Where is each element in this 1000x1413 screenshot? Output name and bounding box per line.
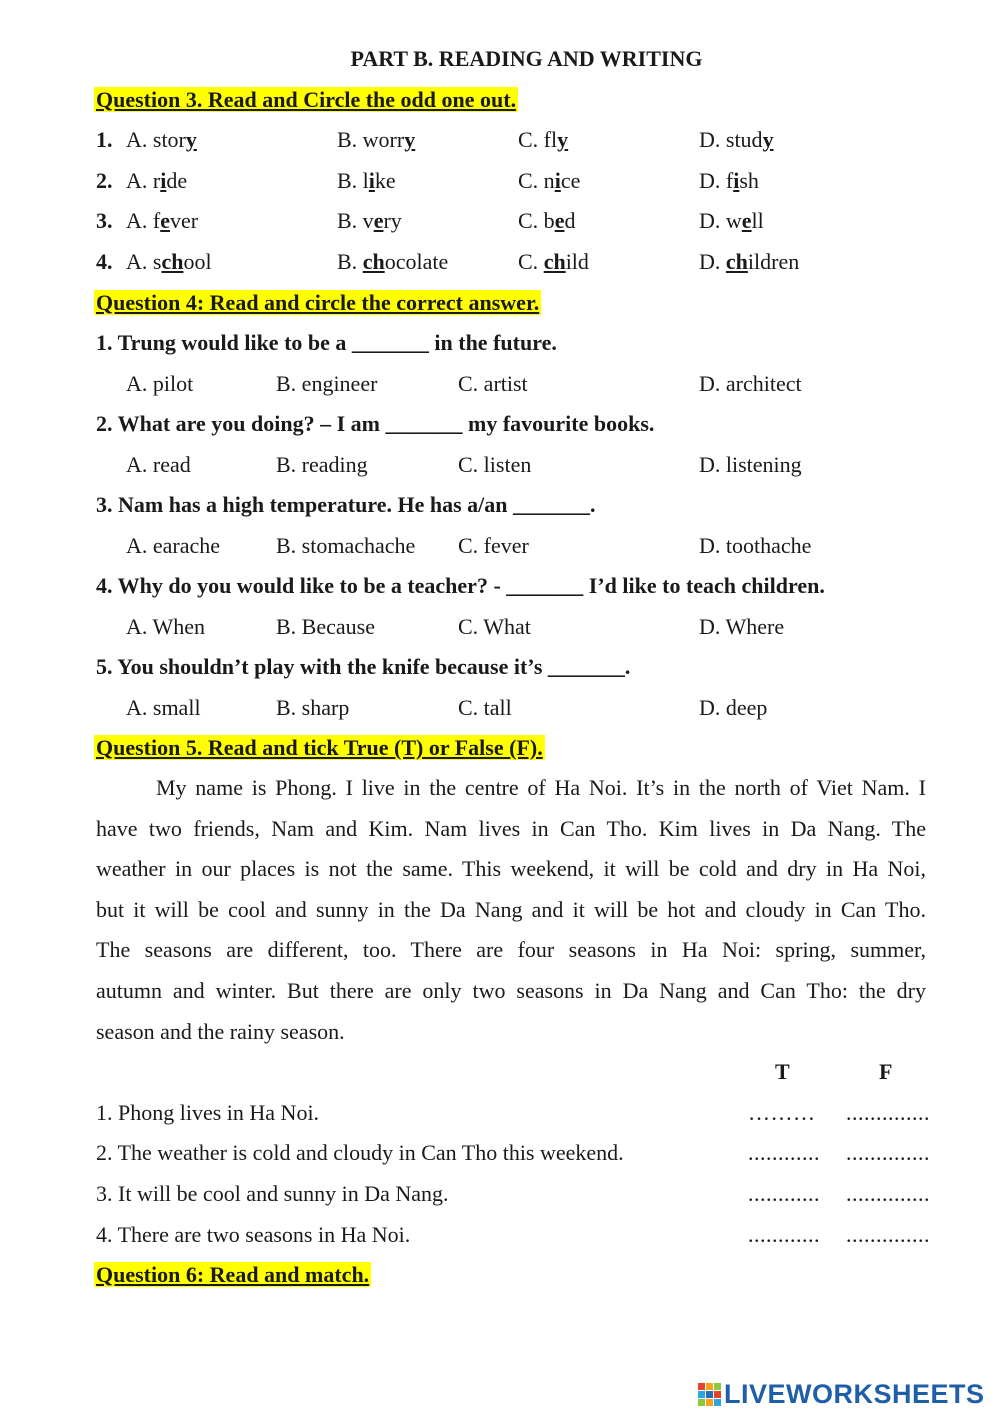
passage-line: The seasons are different, too. There are four seasons in Ha Noi: spring, summer,	[96, 937, 926, 963]
logo-text: LIVEWORKSHEETS	[724, 1378, 985, 1409]
option-text: C. n	[518, 168, 555, 193]
item-number: 3.	[96, 208, 113, 233]
answer-option[interactable]: A. earache	[126, 533, 221, 558]
answer-option[interactable]	[518, 127, 568, 153]
answer-options-row	[0, 614, 1000, 644]
option-text: A. stor	[126, 127, 186, 152]
true-answer-blank[interactable]: ………	[748, 1100, 816, 1125]
underlined-letters: ch	[362, 249, 385, 274]
passage-line: weather in our places is not the same. This weekend, it will be cold and dry in Ha Noi,	[96, 856, 926, 882]
logo-tile	[698, 1399, 705, 1406]
option-text: d	[564, 208, 576, 233]
option-text: D. f	[699, 168, 734, 193]
true-answer-blank[interactable]: ............	[748, 1222, 820, 1247]
logo-tile	[714, 1383, 721, 1390]
liveworksheets-logo	[698, 1376, 985, 1412]
passage-line: but it will be cool and sunny in the Da Nang and it will be hot and cloudy in Can Tho.	[96, 896, 926, 922]
answer-option[interactable]: C. fever	[458, 533, 529, 558]
answer-option[interactable]: C. listen	[458, 452, 532, 477]
underlined-letters: e	[160, 208, 170, 233]
answer-option[interactable]: B. stomachache	[276, 533, 416, 558]
answer-option[interactable]: C. tall	[458, 695, 512, 720]
answer-options-row	[0, 452, 1000, 482]
answer-option[interactable]: D. deep	[699, 695, 768, 720]
logo-tile	[714, 1391, 721, 1398]
logo-tile	[698, 1383, 705, 1390]
answer-option[interactable]	[518, 249, 589, 275]
page-title: PART B. READING AND WRITING	[350, 46, 703, 71]
statement-row	[0, 1100, 1000, 1130]
answer-option[interactable]	[337, 249, 448, 275]
passage-line: season and the rainy season.	[96, 1018, 345, 1044]
underlined-letters: e	[554, 208, 565, 233]
false-answer-blank[interactable]: ..............	[846, 1222, 930, 1247]
option-text: ke	[374, 168, 396, 193]
statement-row	[0, 1181, 1000, 1211]
answer-option[interactable]	[699, 127, 774, 153]
underlined-letters: e	[741, 208, 752, 233]
false-answer-blank[interactable]: ..............	[846, 1181, 930, 1206]
answer-option[interactable]	[126, 168, 187, 194]
underlined-letters: y	[185, 127, 197, 152]
answer-option[interactable]: C. What	[458, 614, 531, 639]
answer-option[interactable]	[518, 168, 580, 194]
question-4-heading-text: Question 4: Read and circle the correct answer.	[96, 290, 540, 315]
question-text	[0, 573, 1000, 603]
option-text: B. worr	[337, 127, 405, 152]
statement-text: 1. Phong lives in Ha Noi.	[96, 1100, 320, 1125]
question-text	[0, 492, 1000, 522]
answer-option[interactable]	[126, 208, 198, 234]
passage-line: autumn and winter. But there are only two seasons in Da Nang and Can Tho: the dry	[96, 978, 926, 1003]
option-text: ool	[183, 249, 212, 274]
underlined-letters: y	[557, 127, 569, 152]
logo-tile	[706, 1391, 713, 1398]
option-text: C. b	[518, 208, 555, 233]
answer-option[interactable]: D. listening	[699, 452, 802, 477]
option-text: ry	[383, 208, 402, 233]
option-text: A. r	[126, 168, 161, 193]
underlined-letters: ch	[543, 249, 566, 274]
item-number: 1.	[96, 127, 113, 152]
statement-text: 2. The weather is cold and cloudy in Can Tho this weekend.	[96, 1140, 624, 1165]
question-text: 5. You shouldn’t play with the knife because it’s _______.	[96, 654, 631, 679]
logo-tile	[698, 1391, 705, 1398]
option-text: A. f	[126, 208, 161, 233]
answer-option[interactable]	[699, 168, 759, 194]
question-text: 1. Trung would like to be a _______ in the future.	[96, 330, 557, 355]
underlined-letters: i	[733, 168, 740, 193]
option-text: B. v	[337, 208, 374, 233]
option-text: ce	[560, 168, 581, 193]
underlined-letters: y	[762, 127, 774, 152]
answer-option[interactable]: D. architect	[699, 371, 802, 396]
option-text: ver	[169, 208, 199, 233]
underlined-letters: y	[404, 127, 416, 152]
answer-options-row	[0, 371, 1000, 401]
answer-option[interactable]: A. pilot	[126, 371, 194, 396]
question-text: 4. Why do you would like to be a teacher? - _______ I’d like to teach children.	[96, 573, 825, 598]
answer-option[interactable]: D. toothache	[699, 533, 812, 558]
question-5-heading-text: Question 5. Read and tick True (T) or False (F).	[96, 735, 543, 760]
option-text: D. w	[699, 208, 742, 233]
answer-option[interactable]	[337, 127, 415, 153]
underlined-letters: i	[554, 168, 561, 193]
logo-grid-icon	[698, 1383, 721, 1406]
question-5-heading	[94, 734, 545, 762]
answer-option[interactable]	[699, 249, 799, 275]
answer-option[interactable]: B. sharp	[276, 695, 350, 720]
statement-text: 3. It will be cool and sunny in Da Nang.	[96, 1181, 449, 1206]
underlined-letters: i	[368, 168, 375, 193]
statement-row	[0, 1140, 1000, 1170]
answer-option[interactable]	[699, 208, 764, 234]
option-text: C.	[518, 249, 544, 274]
logo-tile	[714, 1399, 721, 1406]
odd-one-out-item	[0, 208, 1000, 238]
answer-option[interactable]: B. reading	[276, 452, 368, 477]
question-6-heading-text: Question 6: Read and match.	[96, 1262, 370, 1287]
option-text: B.	[337, 249, 363, 274]
statement-text: 4. There are two seasons in Ha Noi.	[96, 1222, 411, 1247]
column-true-header: T	[775, 1059, 790, 1084]
answer-options-row	[0, 533, 1000, 563]
true-answer-blank[interactable]: ............	[748, 1140, 820, 1165]
option-text: D.	[699, 249, 726, 274]
answer-option[interactable]: D. Where	[699, 614, 785, 639]
logo-tile	[706, 1383, 713, 1390]
answer-option[interactable]: A. When	[126, 614, 206, 639]
option-text: sh	[739, 168, 759, 193]
answer-option[interactable]	[518, 208, 575, 234]
item-number: 2.	[96, 168, 113, 193]
false-answer-blank[interactable]: ..............	[846, 1140, 930, 1165]
false-answer-blank[interactable]: ..............	[846, 1100, 930, 1125]
option-text: C. fl	[518, 127, 558, 152]
question-text: 3. Nam has a high temperature. He has a/an _______.	[96, 492, 596, 517]
question-3-heading-text: Question 3. Read and Circle the odd one out.	[96, 87, 517, 112]
answer-option[interactable]: A. small	[126, 695, 201, 720]
question-4-heading	[94, 289, 541, 317]
column-false-header: F	[879, 1059, 893, 1084]
answer-option[interactable]: C. artist	[458, 371, 528, 396]
option-text: ll	[751, 208, 764, 233]
passage-line: My name is Phong. I live in the centre of Ha Noi. It’s in the north of Viet Nam. I	[156, 775, 926, 800]
option-text: de	[166, 168, 188, 193]
underlined-letters: ch	[161, 249, 184, 274]
question-text	[0, 654, 1000, 684]
underlined-letters: i	[160, 168, 167, 193]
question-text: 2. What are you doing? – I am _______ my favourite books.	[96, 411, 655, 436]
odd-one-out-item	[0, 168, 1000, 198]
statement-row	[0, 1222, 1000, 1252]
option-text: ildren	[747, 249, 800, 274]
true-answer-blank[interactable]: ............	[748, 1181, 820, 1206]
answer-option[interactable]	[126, 249, 212, 275]
option-text: D. stud	[699, 127, 763, 152]
answer-option[interactable]	[337, 168, 396, 194]
passage-line: have two friends, Nam and Kim. Nam lives in Can Tho. Kim lives in Da Nang. The	[96, 815, 926, 841]
answer-option[interactable]	[337, 208, 402, 234]
item-number: 4.	[96, 249, 113, 274]
underlined-letters: e	[373, 208, 384, 233]
odd-one-out-item	[0, 249, 1000, 279]
option-text: ild	[565, 249, 589, 274]
option-text: ocolate	[384, 249, 449, 274]
answer-option[interactable]	[126, 127, 197, 153]
question-text	[0, 411, 1000, 441]
answer-options-row	[0, 695, 1000, 725]
logo-tile	[706, 1399, 713, 1406]
question-6-heading	[94, 1261, 371, 1289]
answer-option[interactable]: A. read	[126, 452, 191, 477]
option-text: B. l	[337, 168, 369, 193]
answer-option[interactable]: B. engineer	[276, 371, 378, 396]
underlined-letters: ch	[725, 249, 748, 274]
odd-one-out-item	[0, 127, 1000, 157]
question-text	[0, 330, 1000, 360]
option-text: A. s	[126, 249, 162, 274]
question-3-heading	[94, 86, 518, 114]
answer-option[interactable]: B. Because	[276, 614, 375, 639]
